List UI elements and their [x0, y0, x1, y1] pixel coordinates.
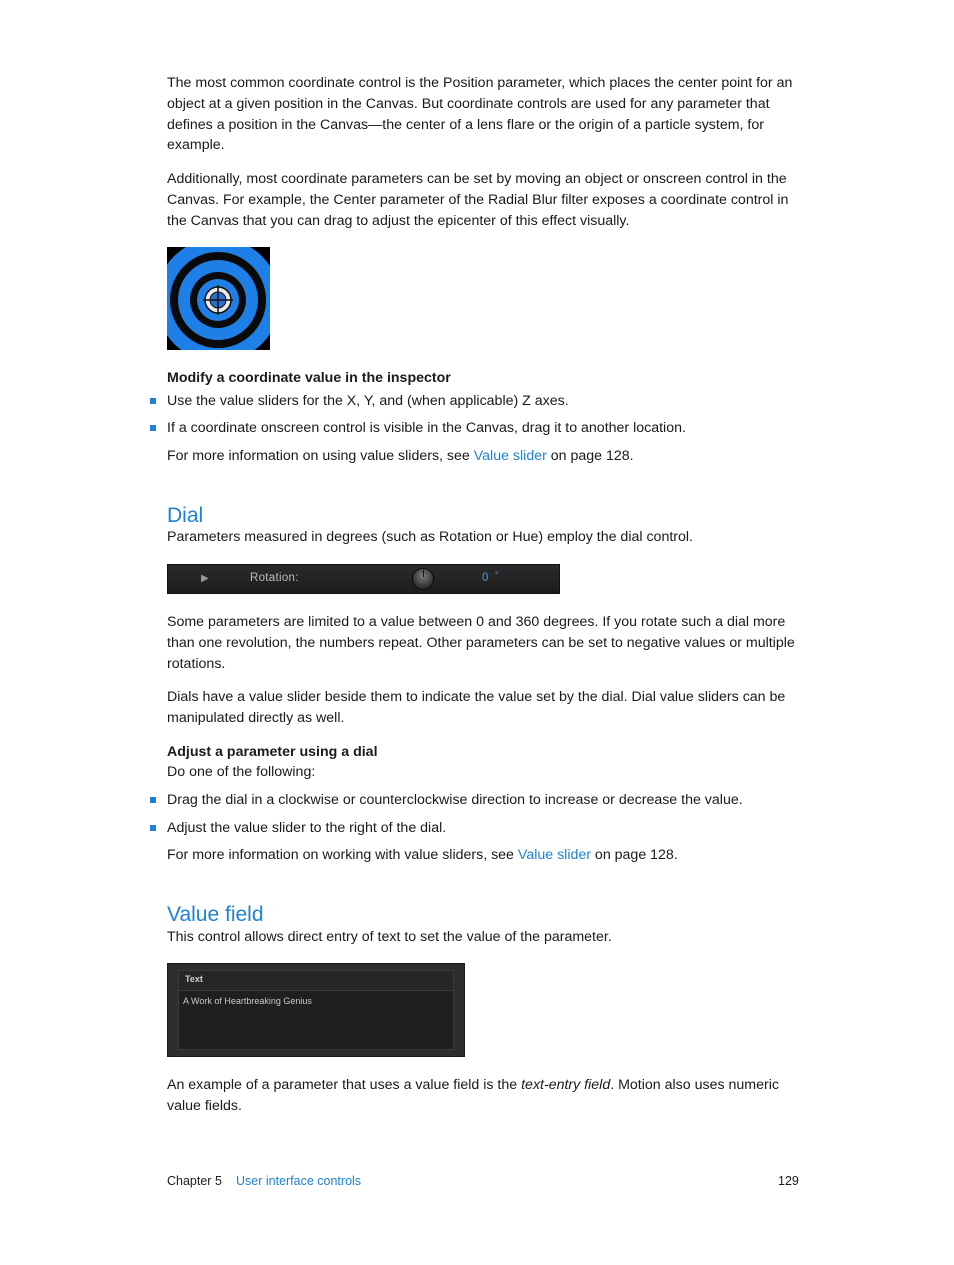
- bullet-square-icon: [150, 425, 156, 431]
- dial-paragraph-1: Some parameters are limited to a value between 0 and 360 degrees. If you rotate such a dial more than one revolution, the numbers repeat. Other parameters can be set to negative values or multiple rotations.: [167, 614, 795, 672]
- coordinate-more-info: For more information on using value sliders, see Value slider on page 128.: [167, 448, 634, 464]
- intro-paragraph-1: The most common coordinate control is the Position parameter, which places the center point for an object at a given position in the Canvas. But coordinate controls are used for any parameter that defines a position in the Canvas—the center of a lens flare or the origin of a particle system, for example.: [167, 75, 793, 154]
- dial-task-title: Adjust a parameter using a dial: [167, 744, 378, 760]
- text-field-value: A Work of Heartbreaking Genius: [183, 996, 312, 1006]
- value-slider-link[interactable]: Value slider: [517, 847, 591, 863]
- target-icon: [167, 247, 270, 350]
- dial-knob[interactable]: [412, 568, 434, 590]
- disclosure-triangle-icon[interactable]: ▶: [201, 573, 209, 584]
- value-field-heading: Value field: [167, 903, 264, 926]
- footer-section-link[interactable]: User interface controls: [236, 1174, 362, 1188]
- dial-heading: Dial: [167, 504, 204, 527]
- dial-unit: °: [495, 570, 499, 580]
- bullet-square-icon: [150, 398, 156, 404]
- value-field-closing: An example of a parameter that uses a value field is the text-entry field. Motion also uses numeric value fields.: [167, 1077, 779, 1114]
- footer-chapter: Chapter 5: [167, 1174, 222, 1188]
- value-field-intro: This control allows direct entry of text to set the value of the parameter.: [167, 929, 612, 945]
- dial-value-slider[interactable]: 0: [482, 572, 489, 584]
- intro-paragraph-2: Additionally, most coordinate parameters can be set by moving an object or onscreen control in the Canvas. For example, the Center parameter of the Radial Blur filter exposes a coordinate control in the Canvas that you can drag to adjust the epicenter of this effect visually.: [167, 171, 789, 229]
- rotation-label: Rotation:: [250, 572, 299, 584]
- dial-more-info: For more information on working with value sliders, see Value slider on page 128.: [167, 847, 678, 863]
- value-field-panel: [167, 963, 465, 1057]
- dial-paragraph-2: Dials have a value slider beside them to indicate the value set by the dial. Dial value sliders can be manipulated directly as well.: [167, 689, 786, 726]
- coordinate-onscreen-control-image: [167, 247, 270, 350]
- page-number: 129: [778, 1174, 799, 1188]
- text-entry-field[interactable]: [178, 970, 454, 1050]
- text-field-header: Text: [179, 971, 453, 991]
- coordinate-task-title: Modify a coordinate value in the inspector: [167, 370, 451, 386]
- bullet-square-icon: [150, 797, 156, 803]
- dial-task-subtitle: Do one of the following:: [167, 764, 316, 780]
- bullet-square-icon: [150, 825, 156, 831]
- dial-intro: Parameters measured in degrees (such as Rotation or Hue) employ the dial control.: [167, 529, 693, 545]
- dial-control-bar: [167, 564, 560, 594]
- value-slider-link[interactable]: Value slider: [473, 448, 547, 464]
